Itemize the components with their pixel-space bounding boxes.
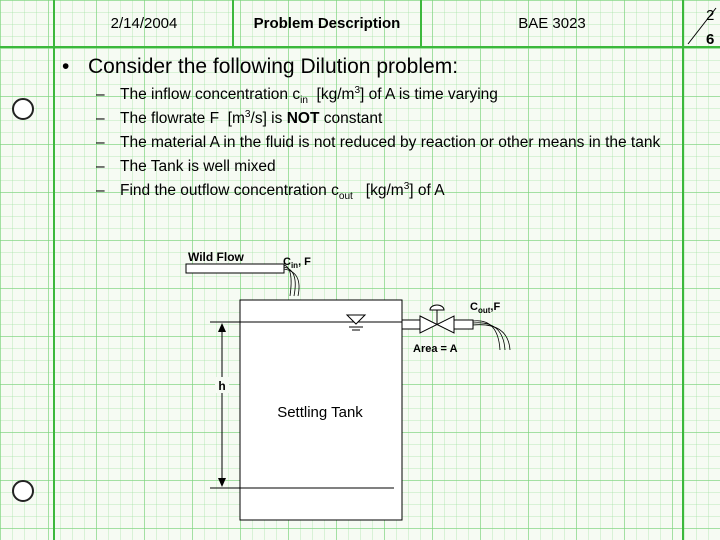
inflow-pipe — [186, 264, 284, 273]
header-date: 2/14/2004 — [110, 14, 178, 32]
dash-marker: – — [96, 134, 105, 151]
sub-bullet-text: Find the outflow concentration $c_{out}$ $[kg/m^3]$ of A — [120, 180, 445, 203]
slide-number-current: 2 — [706, 7, 715, 24]
inflow-label: $C_{in}$, F — [283, 256, 311, 270]
slide-number-total: 6 — [706, 31, 715, 48]
course-code: BAE 3023 — [518, 14, 586, 32]
dash-marker: – — [96, 158, 105, 175]
height-label: h — [218, 379, 226, 393]
page-title: Problem Description — [253, 14, 401, 32]
tank-label: Settling Tank — [277, 404, 363, 421]
outflow-stream — [473, 321, 510, 350]
height-arrow-top — [218, 323, 226, 332]
dash-marker: – — [96, 110, 105, 127]
main-bullet-text: Consider the following Dilution problem: — [88, 55, 459, 78]
sub-bullet-text: The inflow concentration $c_{in}$ $[kg/m^3]$ of A is time varying — [120, 84, 498, 107]
area-label: Area = A — [413, 343, 458, 355]
outflow-pipe-right — [454, 320, 473, 329]
bullet-marker: • — [62, 55, 70, 78]
sub-bullet-text: The flowrate F $[m^3/s]$ is NOT constant — [120, 108, 383, 127]
outflow-pipe-left — [402, 320, 420, 329]
outflow-label: $C_{out},F$ — [470, 301, 501, 315]
valve-handle — [430, 305, 444, 310]
sub-bullet-text: The Tank is well mixed — [120, 158, 276, 175]
height-arrow-bottom — [218, 478, 226, 487]
wild-flow-label: Wild Flow — [188, 250, 244, 264]
dash-marker: – — [96, 86, 105, 103]
sub-bullet-text: The material A in the fluid is not reduced by reaction or other means in the tank — [120, 134, 661, 151]
dash-marker: – — [96, 182, 105, 199]
